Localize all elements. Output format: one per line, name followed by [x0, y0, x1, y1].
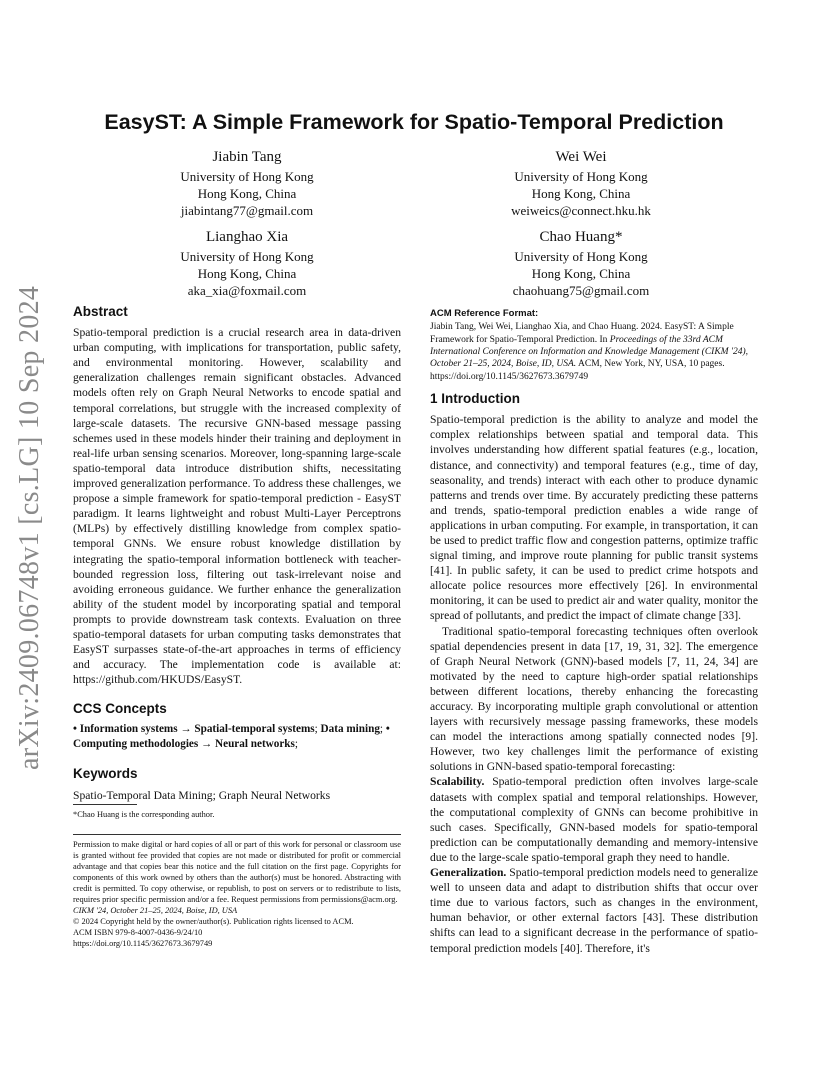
- author-affiliation: University of Hong Kong: [514, 169, 648, 184]
- keywords-heading: Keywords: [73, 766, 138, 782]
- keywords-text: Spatio-Temporal Data Mining; Graph Neural Networks: [73, 788, 331, 802]
- right-column: [430, 306, 758, 956]
- paper-title: EasyST: A Simple Framework for Spatio-Temporal Prediction: [104, 110, 724, 134]
- author-block: [431, 228, 731, 299]
- author-email: aka_xia@foxmail.com: [187, 283, 307, 298]
- author-name: Jiabin Tang: [212, 149, 282, 165]
- author-block: [97, 148, 397, 219]
- author-email: chaohuang75@gmail.com: [512, 283, 650, 298]
- scalability-text: Spatio-temporal prediction often involves large-scale datasets with complex spatial and temporal relationships. However, the computational complexity of GNNs can become prohibitive in such cases. Specifically, GNN-based models for spatio-temporal prediction can be computationally demanding and memory-intensive due to the large-scale spatio-temporal graph they need to handle.: [430, 775, 758, 864]
- author-name: Wei Wei: [555, 149, 607, 165]
- author-affiliation: University of Hong Kong: [180, 169, 314, 184]
- generalization-text: Spatio-temporal prediction models need to generalize well to unseen data and adapt to distribution shifts that occur over time due to various factors, such as changes in the environment, human behavior, or other external factors [43]. These distribution shifts can lead to a significant decrease in the performance of spatio-temporal prediction models [40]. Therefore, it's: [430, 866, 758, 955]
- ccs-sep: ;: [294, 738, 298, 751]
- ccs-sep: ;: [379, 723, 386, 736]
- author-email: jiabintang77@gmail.com: [180, 203, 314, 218]
- intro-heading: 1 Introduction: [430, 391, 520, 407]
- isbn-line: ACM ISBN 979-8-4007-0436-9/24/10: [73, 928, 203, 937]
- ccs-heading: CCS Concepts: [73, 701, 167, 717]
- acm-ref-venue: Proceedings of the 33rd ACM International Conference on Information and Knowledge Management (CIKM '24), October 21–25, 2024, Boise, ID, USA.: [430, 334, 749, 370]
- author-name: Chao Huang*: [539, 229, 623, 245]
- intro-paragraph: Spatio-temporal prediction is the ability to analyze and model the complex relationships between spatial and temporal data. This involves understanding how different spatial features (e.g., location, distance, and connectivity) and temporal features (e.g., time of day, seasonality, and trends) interact with each other to produce dynamic patterns and trends over time. By accurately predicting these patterns and trends, spatio-temporal prediction enables a wide range of applications in urban computing. For example, in transportation, it can be used to predict traffic flow and congestion patterns, optimize traffic signal timing, and improve route planning for public transit systems [41]. In public safety, it can be used to predict crime hotspots and allocate police resources more effectively [26]. In environmental monitoring, it can be used to predict air and water quality, monitor the spread of pollutants, and predict the impact of climate change [33].: [430, 413, 758, 623]
- ccs-sep: ;: [314, 723, 321, 736]
- left-column: [73, 304, 401, 803]
- permission-rule: [73, 834, 401, 835]
- abstract-heading: Abstract: [73, 304, 128, 319]
- arxiv-stamp: arXiv:2409.06748v1 [cs.LG] 10 Sep 2024: [14, 285, 45, 770]
- author-affiliation: University of Hong Kong: [180, 249, 314, 264]
- doi-line: https://doi.org/10.1145/3627673.3679749: [73, 939, 213, 948]
- ccs-item: • Computing methodologies → Neural networks: [73, 723, 390, 751]
- acm-ref-text: ACM, New York, NY, USA, 10 pages. https://doi.org/10.1145/3627673.3679749: [430, 359, 725, 382]
- author-location: Hong Kong, China: [197, 266, 297, 281]
- author-email: weiweics@connect.hku.hk: [511, 203, 651, 218]
- conf-line: CIKM '24, October 21–25, 2024, Boise, ID, USA: [73, 906, 238, 915]
- intro-paragraph: Traditional spatio-temporal forecasting techniques often overlook spatial dependencies present in data [17, 19, 31, 32]. The emergence of Graph Neural Network (GNN)-based models [7, 11, 24, 34] are motivated by the need to capture high-order spatial relationships between different locations, thereby enhancing the forecasting accuracy. By incorporating multiple graph convolutional or attention layers with recursively message passing frameworks, these models can model the interactions among spatially connected nodes [9]. However, two key challenges limit the performance of existing solutions in GNN-based spatio-temporal forecasting:: [430, 624, 758, 774]
- author-name: Lianghao Xia: [205, 229, 289, 245]
- ccs-concepts: [73, 722, 401, 752]
- author-location: Hong Kong, China: [531, 186, 631, 201]
- author-block: [97, 228, 397, 299]
- intro-paragraph: [430, 774, 758, 865]
- footnote-rule: [73, 804, 137, 805]
- footnote: *Chao Huang is the corresponding author.: [73, 810, 215, 819]
- copyright-line: © 2024 Copyright held by the owner/author(s). Publication rights licensed to ACM.: [73, 917, 354, 926]
- intro-paragraph: [430, 865, 758, 956]
- author-affiliation: University of Hong Kong: [514, 249, 648, 264]
- abstract-text: Spatio-temporal prediction is a crucial research area in data-driven urban computing, with implications for transportation, public safety, and environmental monitoring. However, scalability and generalization challenges remain significant obstacles. Advanced models often rely on Graph Neural Networks to encode spatial and temporal correlations, but struggle with the increased complexity of large-scale datasets. The recursive GNN-based message passing schemes used in these models hinder their training and deployment in real-life urban sensing scenarios. Moreover, long-spanning large-scale spatio-temporal data introduce distribution shifts, necessitating improved generalization performance. To address these challenges, we propose a simple framework for spatio-temporal prediction - EasyST paradigm. It learns lightweight and robust Multi-Layer Perceptrons (MLPs) by effectively distilling knowledge from complex spatio-temporal GNNs. We ensure robust knowledge distillation by integrating the spatio-temporal information bottleneck with teacher-bounded regression loss, filtering out task-irrelevant noise and avoiding erroneous guidance. We further enhance the generalization ability of the student model by incorporating spatial and temporal prompts to provide downstream task contexts. Evaluation on three spatio-temporal datasets for urban computing tasks demonstrates that EasyST surpasses state-of-the-art approaches in terms of efficiency and accuracy. The implementation code is available at: https://github.com/HKUDS/EasyST.: [73, 326, 401, 687]
- acm-ref-text: Jiabin Tang, Wei Wei, Lianghao Xia, and Chao Huang. 2024. EasyST: A Simple Framework for Spatio-Temporal Prediction. In: [430, 322, 734, 345]
- author-location: Hong Kong, China: [197, 186, 297, 201]
- ccs-item: • Information systems → Spatial-temporal systems: [73, 723, 315, 736]
- acm-ref-heading: ACM Reference Format:: [430, 308, 539, 319]
- generalization-label: Generalization.: [430, 866, 507, 880]
- ccs-item: Data mining: [320, 723, 380, 736]
- acm-ref-body: [430, 321, 758, 383]
- permission-text: Permission to make digital or hard copies of all or part of this work for personal or classroom use is granted without fee provided that copies are not made or distributed for profit or commercial advantage and that copies bear this notice and the full citation on the first page. Copyrights for components of this work owned by others than the author(s) must be honored. Abstracting with credit is permitted. To copy otherwise, or republish, to post on servers or to redistribute to lists, requires prior specific permission and/or a fee. Request permissions from permissions@acm.org.: [73, 840, 401, 904]
- author-location: Hong Kong, China: [531, 266, 631, 281]
- permission-block: [73, 839, 401, 949]
- author-block: [431, 148, 731, 219]
- scalability-label: Scalability.: [430, 775, 485, 789]
